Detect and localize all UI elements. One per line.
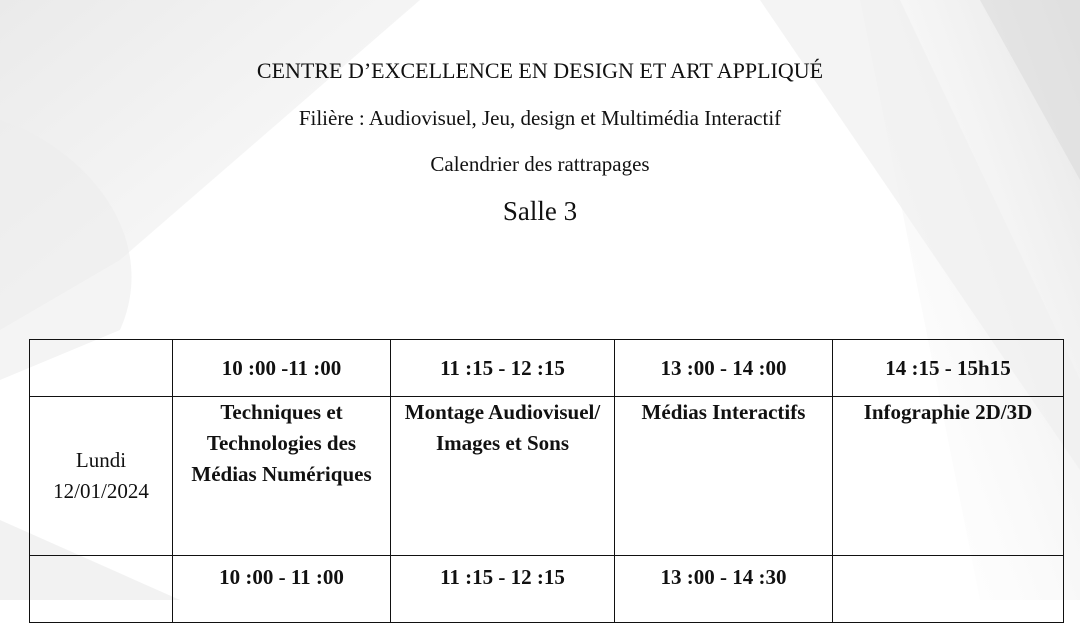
- table-row: [30, 556, 1064, 623]
- subject-cell: Médias Interactifs: [615, 397, 833, 556]
- time-slot: [833, 556, 1064, 623]
- time-slot-1: 10 :00 -11 :00: [173, 340, 391, 397]
- subject-cell: Montage Audiovisuel/ Images et Sons: [391, 397, 615, 556]
- time-slot: 11 :15 - 12 :15: [391, 556, 615, 623]
- institution-title: CENTRE D’EXCELLENCE EN DESIGN ET ART APPLIQUÉ: [256, 58, 824, 83]
- program-title: Filière : Audiovisuel, Jeu, design et Multimédia Interactif: [298, 106, 782, 130]
- subject-cell: Infographie 2D/3D: [833, 397, 1064, 556]
- day-cell: [30, 397, 173, 556]
- time-slot-2: 11 :15 - 12 :15: [391, 340, 615, 397]
- subject-cell: Techniques et Technologies des Médias Numériques: [173, 397, 391, 556]
- day-date: 12/01/2024: [53, 479, 149, 503]
- day-cell: [30, 556, 173, 623]
- day-name: Lundi: [75, 448, 127, 472]
- time-slot: 10 :00 - 11 :00: [173, 556, 391, 623]
- table-row: [30, 397, 1064, 556]
- time-slot: 13 :00 - 14 :30: [615, 556, 833, 623]
- document-title: Calendrier des rattrapages: [430, 152, 650, 176]
- room-label: Salle 3: [502, 196, 578, 226]
- time-slot-4: 14 :15 - 15h15: [833, 340, 1064, 397]
- schedule-table: [29, 339, 1064, 623]
- time-slot-3: 13 :00 - 14 :00: [615, 340, 833, 397]
- corner-cell: [30, 340, 173, 397]
- table-row: [30, 340, 1064, 397]
